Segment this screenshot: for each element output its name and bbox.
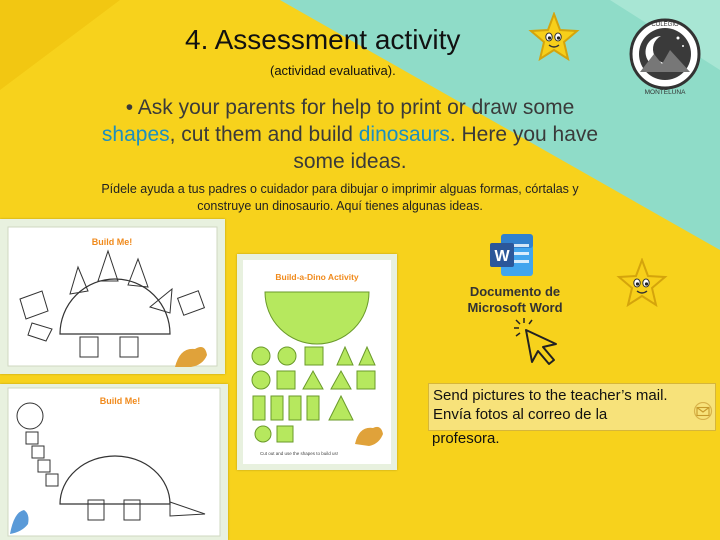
spanish-line-1: Pídele ayuda a tus padres o cuidador para dibujar o imprimir alguas formas, córtalas y <box>101 182 579 196</box>
instruction-line-3: some ideas. <box>293 150 407 173</box>
page-title: 4. Assessment activity <box>185 24 461 55</box>
word-document-icon[interactable] <box>487 230 537 280</box>
instruction-after-dinosaurs: . Here you have <box>449 123 599 146</box>
card2-title: Build-a-Dino Activity <box>275 272 359 282</box>
instruction-line-1: Ask your parents for help to print or draw some <box>137 96 575 119</box>
star-mascot-icon <box>528 12 580 64</box>
send-line-1: Send pictures to the teacher’s mail. <box>433 387 668 404</box>
build-me-worksheet-stegosaurus <box>0 219 225 374</box>
build-a-dino-worksheet <box>237 254 397 470</box>
page-subtitle: (actividad evaluativa). <box>270 63 396 78</box>
school-logo <box>628 14 702 104</box>
highlight-dinosaurs: dinosaurs <box>358 123 450 146</box>
card1-title: Build Me! <box>91 237 133 247</box>
instruction-spanish <box>40 181 640 215</box>
worksheet-shapes-drawing <box>237 254 397 470</box>
mail-icon[interactable] <box>692 402 714 420</box>
logo-text-bottom: MONTELUNA <box>644 89 686 96</box>
word-label-line-1: Documento de <box>469 284 561 299</box>
worksheet-stegosaurus-drawing <box>0 219 225 374</box>
send-pictures-note <box>428 383 716 431</box>
star-mascot-icon <box>616 258 668 310</box>
send-line-3: profesora. <box>432 430 500 447</box>
click-cursor-icon <box>512 316 564 366</box>
card2-footer: Cut out and use the shapes to build us! <box>259 451 339 456</box>
send-line-2: Envía fotos al correo de la <box>433 406 608 423</box>
instruction-after-shapes: , cut them and build <box>169 123 359 146</box>
word-icon-letter: W <box>494 248 510 265</box>
card3-title: Build Me! <box>99 396 141 406</box>
build-me-worksheet-longneck <box>0 384 228 540</box>
spanish-line-2: construye un dinosaurio. Aquí tienes algunas ideas. <box>197 199 483 213</box>
worksheet-longneck-drawing <box>0 384 228 540</box>
logo-text-top: COLEGIO <box>651 22 679 28</box>
bullet: • <box>125 96 134 119</box>
instruction-english <box>30 94 670 175</box>
highlight-shapes: shapes <box>101 123 170 146</box>
word-document-label[interactable] <box>455 284 575 316</box>
word-label-line-2: Microsoft Word <box>467 300 563 315</box>
